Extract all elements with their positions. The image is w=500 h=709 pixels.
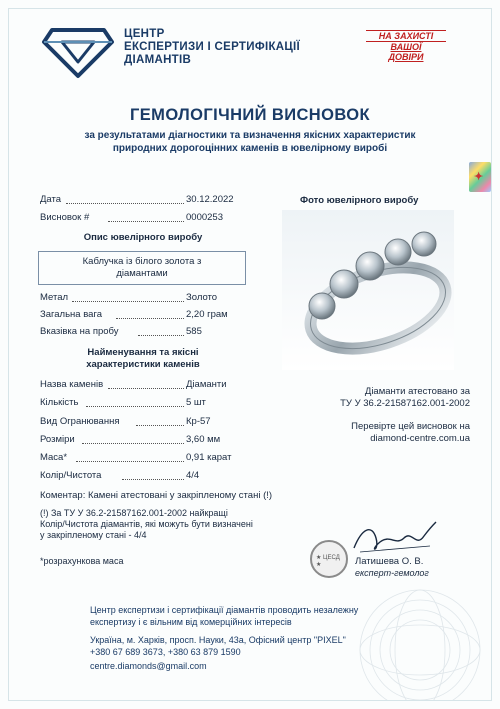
note-line-2: Колір/Чистота діамантів, які можуть бути визначені	[40, 519, 253, 529]
verify-line-1: Перевірте цей висновок на	[351, 421, 470, 432]
date-label: Дата	[40, 194, 62, 205]
field-label: Назва каменів	[40, 379, 104, 390]
org-line-1: ЦЕНТР	[124, 28, 165, 40]
ring-icon	[282, 210, 454, 370]
expert-name: Латишева О. В.	[355, 556, 424, 567]
date-value: 30.12.2022	[186, 194, 234, 205]
field-value: 585	[186, 326, 202, 337]
size-field	[40, 434, 221, 445]
verify-link[interactable]: diamond-centre.com.ua	[370, 433, 470, 444]
footer-phones: +380 67 689 3673, +380 63 879 1590	[90, 647, 241, 657]
subtitle-line-1: за результатами діагностики та визначення якісних характеристик	[84, 130, 416, 141]
field-label: Розміри	[40, 434, 75, 445]
field-label: Вказівка на пробу	[40, 326, 119, 337]
hallmark-field	[40, 326, 202, 337]
guilloche-watermark-icon	[330, 570, 490, 700]
expert-role: експерт-гемолог	[355, 568, 429, 578]
footer-address: Україна, м. Харків, просп. Науки, 43а, Офісний центр "PIXEL"	[90, 635, 346, 645]
field-value: 0,91 карат	[186, 452, 232, 463]
slogan-line-2: ВАШОЇ	[390, 42, 422, 52]
field-label: Кількість	[40, 397, 79, 408]
color-clarity-field	[40, 470, 200, 481]
field-value: Золото	[186, 292, 218, 303]
number-field	[40, 212, 223, 223]
diamond-logo-icon	[40, 24, 116, 80]
hologram-sticker-icon: ✦	[469, 162, 491, 192]
document-subtitle	[40, 129, 460, 155]
footer-line-1: Центр експертизи і сертифікації діамантів проводить незалежну	[90, 605, 359, 615]
number-label: Висновок #	[40, 212, 90, 223]
description-box	[38, 251, 246, 285]
weight-field	[40, 309, 228, 320]
subtitle-line-2: природних дорогоцінних каменів в ювелірному виробі	[112, 143, 388, 154]
footer-line-2: експертизу і є вільним від комерційних інтересів	[90, 617, 292, 627]
field-value: 5 шт	[186, 397, 206, 408]
note-line-3: у закріпленому стані - 4/4	[40, 530, 147, 540]
field-value: 3,60 мм	[186, 434, 221, 445]
field-value: 2,20 грам	[186, 309, 228, 320]
number-value: 0000253	[186, 212, 223, 223]
comment-text: Коментар: Камені атестовані у закріпленому стані (!)	[40, 490, 273, 501]
description-line-2: діамантами	[116, 268, 168, 279]
ring-photo	[282, 210, 454, 370]
stone-name-field	[40, 379, 227, 390]
verify-note	[290, 421, 470, 445]
stones-heading-line-1: Найменування та якісні	[87, 347, 199, 358]
description-heading: Опис ювелірного виробу	[83, 232, 203, 243]
field-value: Кр-57	[186, 416, 211, 427]
field-label: Вид Огранювання	[40, 416, 120, 427]
certification-line-2: ТУ У 36.2-21587162.001-2002	[340, 398, 470, 409]
mass-field	[40, 452, 232, 463]
note-text	[40, 508, 253, 541]
cut-field	[40, 416, 211, 427]
certification-line-1: Діаманти атестовано за	[364, 386, 470, 397]
seal-stamp-icon: ★ ЦЕСД ★	[310, 540, 348, 578]
slogan-line-3: ДОВІРИ	[388, 52, 424, 62]
footer-email[interactable]: centre.diamonds@gmail.com	[90, 661, 207, 671]
document-title: ГЕМОЛОГІЧНИЙ ВИСНОВОК	[130, 106, 370, 124]
organization-name	[124, 28, 300, 67]
description-line-1: Каблучка із білого золота з	[82, 256, 202, 267]
slogan-line-1: НА ЗАХИСТІ	[366, 30, 446, 42]
date-field	[40, 194, 234, 205]
field-label: Колір/Чистота	[40, 470, 102, 481]
org-line-3: ДІАМАНТІВ	[124, 54, 192, 66]
field-label: Загальна вага	[40, 309, 102, 320]
stones-heading	[40, 347, 246, 371]
signature-icon	[350, 518, 440, 558]
footnote-text: *розрахункова маса	[40, 556, 124, 566]
field-value: Діаманти	[186, 379, 227, 390]
note-line-1: (!) За ТУ У 36.2-21587162.001-2002 найкращі	[40, 508, 228, 518]
certification-note	[290, 386, 470, 410]
metal-field	[40, 292, 218, 303]
slogan-stamp	[366, 30, 446, 62]
field-value: 4/4	[186, 470, 200, 481]
org-line-2: ЕКСПЕРТИЗИ І СЕРТИФІКАЦІЇ	[124, 41, 301, 53]
stones-heading-line-2: характеристики каменів	[86, 359, 200, 370]
quantity-field	[40, 397, 206, 408]
field-label: Маса*	[40, 452, 68, 463]
photo-title: Фото ювелірного виробу	[300, 195, 419, 206]
field-label: Метал	[40, 292, 69, 303]
